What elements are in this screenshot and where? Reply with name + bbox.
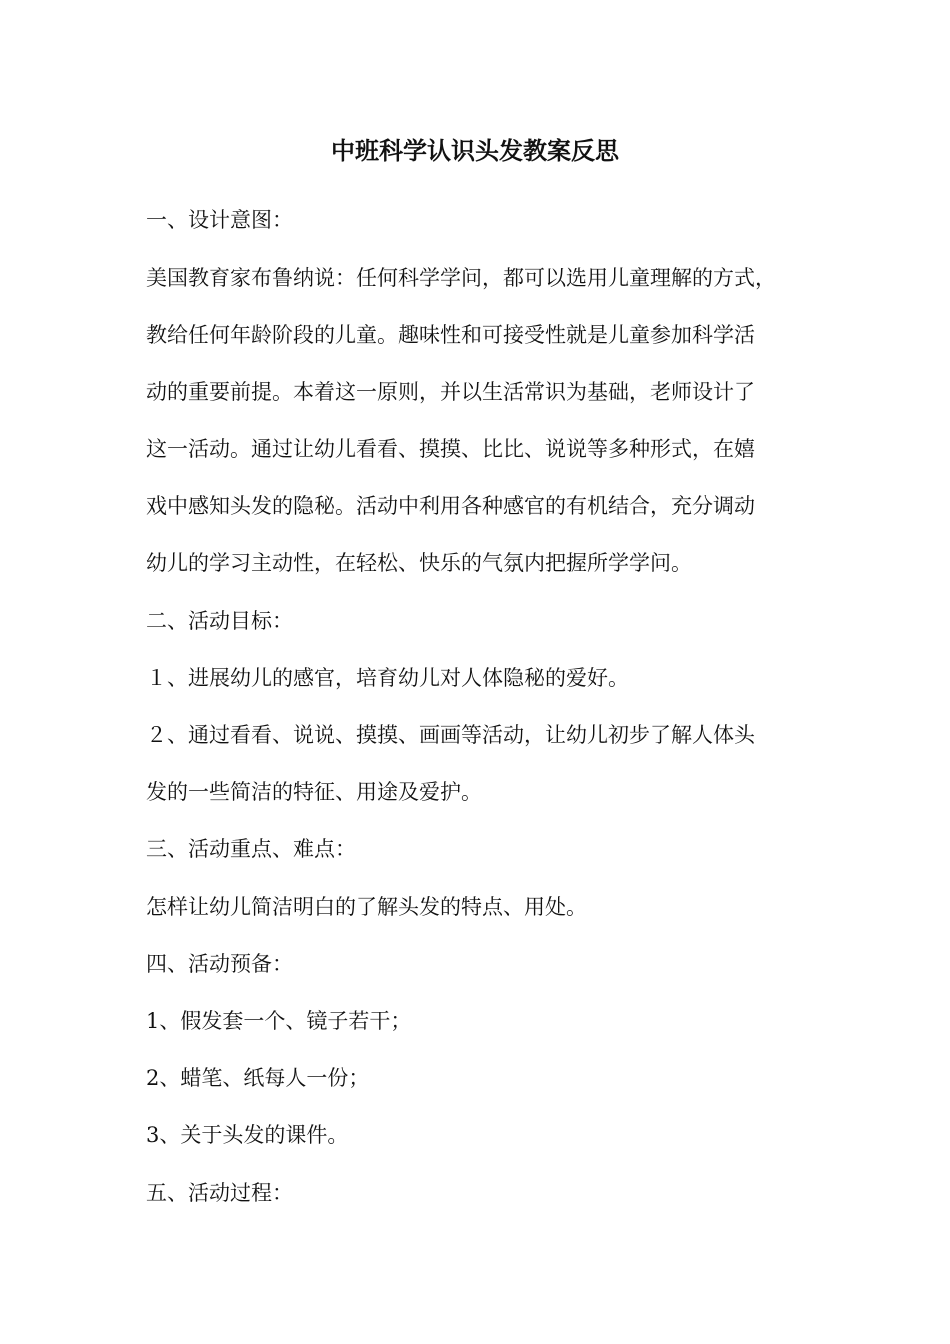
paragraph-line: 怎样让幼儿简洁明白的了解头发的特点、用处。 <box>146 895 587 919</box>
paragraph-line: 动的重要前提。本着这一原则，并以生活常识为基础，老师设计了 <box>146 380 755 404</box>
list-item-preparation-2: 2、蜡笔、纸每人一份； <box>146 1066 370 1090</box>
paragraph-line: 发的一些简洁的特征、用途及爱护。 <box>146 780 482 804</box>
list-item-goal-1: １、进展幼儿的感官，培育幼儿对人体隐秘的爱好。 <box>146 666 629 690</box>
list-item-goal-2: ２、通过看看、说说、摸摸、画画等活动，让幼儿初步了解人体头 <box>146 723 755 747</box>
section-heading-preparation: 四、活动预备： <box>146 952 293 976</box>
paragraph-line: 戏中感知头发的隐秘。活动中利用各种感官的有机结合，充分调动 <box>146 494 755 518</box>
document-title: 中班科学认识头发教案反思 <box>331 136 619 165</box>
paragraph-line: 教给任何年龄阶段的儿童。趣味性和可接受性就是儿童参加科学活 <box>146 323 755 347</box>
paragraph-line: 幼儿的学习主动性，在轻松、快乐的气氛内把握所学学问。 <box>146 551 692 575</box>
list-item-preparation-1: 1、假发套一个、镜子若干； <box>146 1009 412 1033</box>
section-heading-key-points: 三、活动重点、难点： <box>146 837 356 861</box>
paragraph-line: 这一活动。通过让幼儿看看、摸摸、比比、说说等多种形式，在嬉 <box>146 437 755 461</box>
list-item-preparation-3: 3、关于头发的课件。 <box>146 1123 349 1147</box>
section-heading-goals: 二、活动目标： <box>146 609 293 633</box>
paragraph-line: 美国教育家布鲁纳说：任何科学学问，都可以选用儿童理解的方式， <box>146 266 776 290</box>
section-heading-process: 五、活动过程： <box>146 1181 293 1205</box>
section-heading-design-intent: 一、设计意图： <box>146 208 293 232</box>
